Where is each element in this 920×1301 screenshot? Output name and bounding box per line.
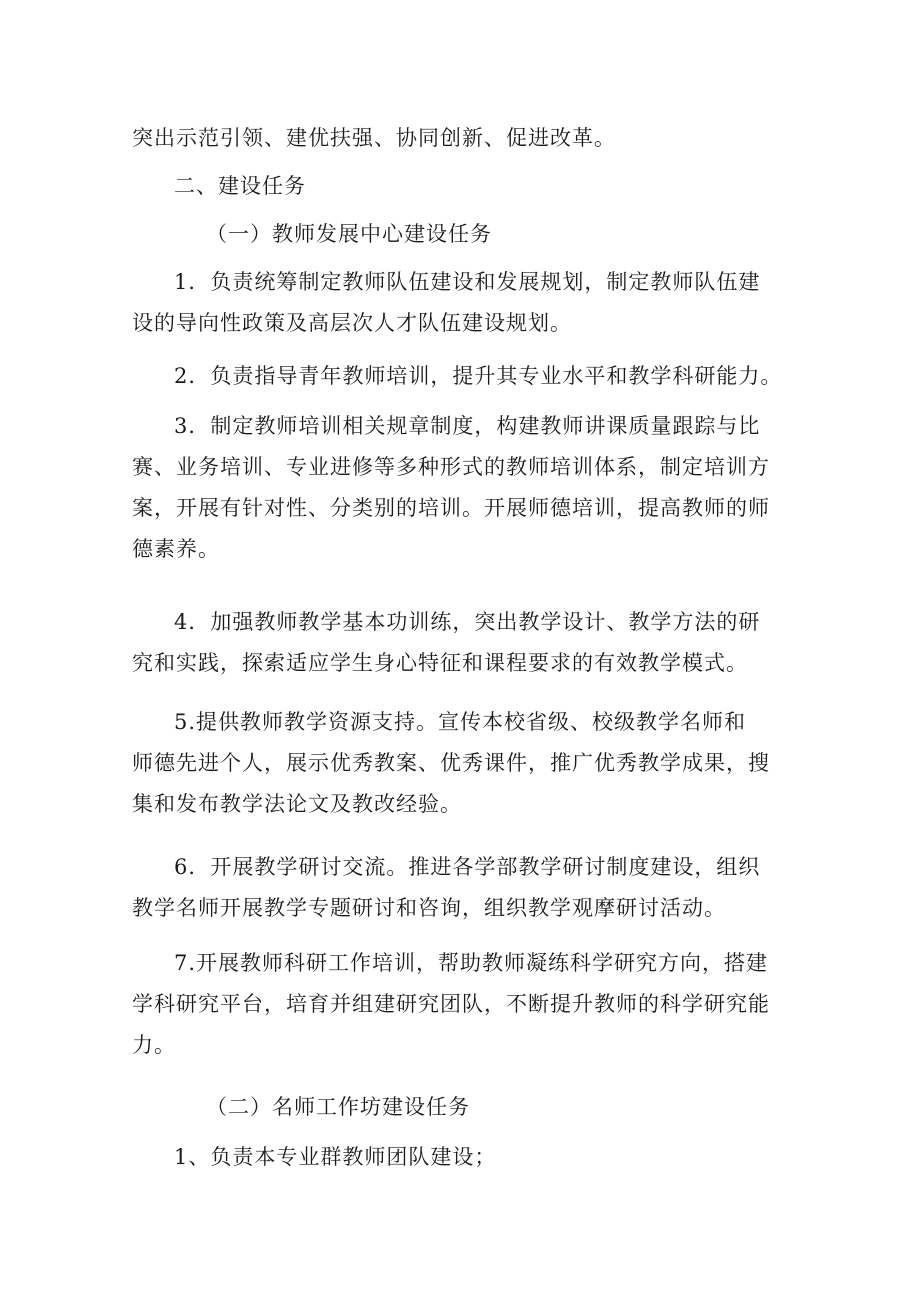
- text-line: 二、建设任务: [174, 174, 306, 198]
- text-line: 设的导向性政策及高层次人才队伍建设规划。: [132, 311, 572, 335]
- text-line: 5.提供教师教学资源支持。宣传本校省级、校级教学名师和: [174, 710, 747, 734]
- paragraph-closing-text: [132, 118, 792, 159]
- text-line: 德素养。: [132, 537, 220, 561]
- text-line: 师德先进个人，展示优秀教案、优秀课件，推广优秀教学成果，搜: [132, 751, 770, 775]
- text-line: 教学名师开展教学专题研讨和咨询，组织教学观摩研讨活动。: [132, 896, 726, 920]
- text-line: 2．负责指导青年教师培训，提升其专业水平和教学科研能力。: [174, 364, 783, 388]
- text-line: 学科研究平台，培育并组建研究团队，不断提升教师的科学研究能: [132, 992, 770, 1016]
- text-line: 案，开展有针对性、分类别的培训。开展师德培训，提高教师的师: [132, 496, 770, 520]
- paragraph-item-6: [132, 847, 792, 929]
- paragraph-item-2: [132, 356, 792, 397]
- text-line: 赛、业务培训、专业进修等多种形式的教师培训体系，制定培训方: [132, 455, 770, 479]
- text-line: 4．加强教师教学基本功训练，突出教学设计、教学方法的研: [174, 610, 761, 634]
- text-line: 1、负责本专业群教师团队建设；: [174, 1145, 497, 1169]
- text-line: （二）名师工作坊建设任务: [206, 1095, 470, 1119]
- paragraph-item-4: [132, 602, 792, 684]
- paragraph-workshop-item-1: [132, 1137, 792, 1178]
- paragraph-item-1: [132, 262, 792, 344]
- text-line: 3．制定教师培训相关规章制度，构建教师讲课质量跟踪与比: [174, 414, 761, 438]
- text-line: 力。: [132, 1033, 176, 1057]
- text-line: 突出示范引领、建优扶强、协同创新、促进改革。: [132, 126, 616, 150]
- paragraph-item-7: [132, 943, 792, 1066]
- paragraph-item-3: [132, 406, 792, 570]
- subsection-heading-teacher-center: [132, 214, 792, 255]
- subsection-heading-master-workshop: [132, 1087, 792, 1128]
- paragraph-item-5: [132, 702, 792, 825]
- text-line: 6．开展教学研讨交流。推进各学部教学研讨制度建设，组织: [174, 855, 761, 879]
- text-line: （一）教师发展中心建设任务: [206, 222, 492, 246]
- text-line: 7.开展教师科研工作培训，帮助教师凝练科学研究方向，搭建: [174, 951, 769, 975]
- text-line: 集和发布教学法论文及教改经验。: [132, 792, 462, 816]
- section-heading-tasks: [132, 166, 792, 207]
- text-line: 1．负责统筹制定教师队伍建设和发展规划，制定教师队伍建: [174, 270, 761, 294]
- text-line: 究和实践，探索适应学生身心特征和课程要求的有效教学模式。: [132, 651, 748, 675]
